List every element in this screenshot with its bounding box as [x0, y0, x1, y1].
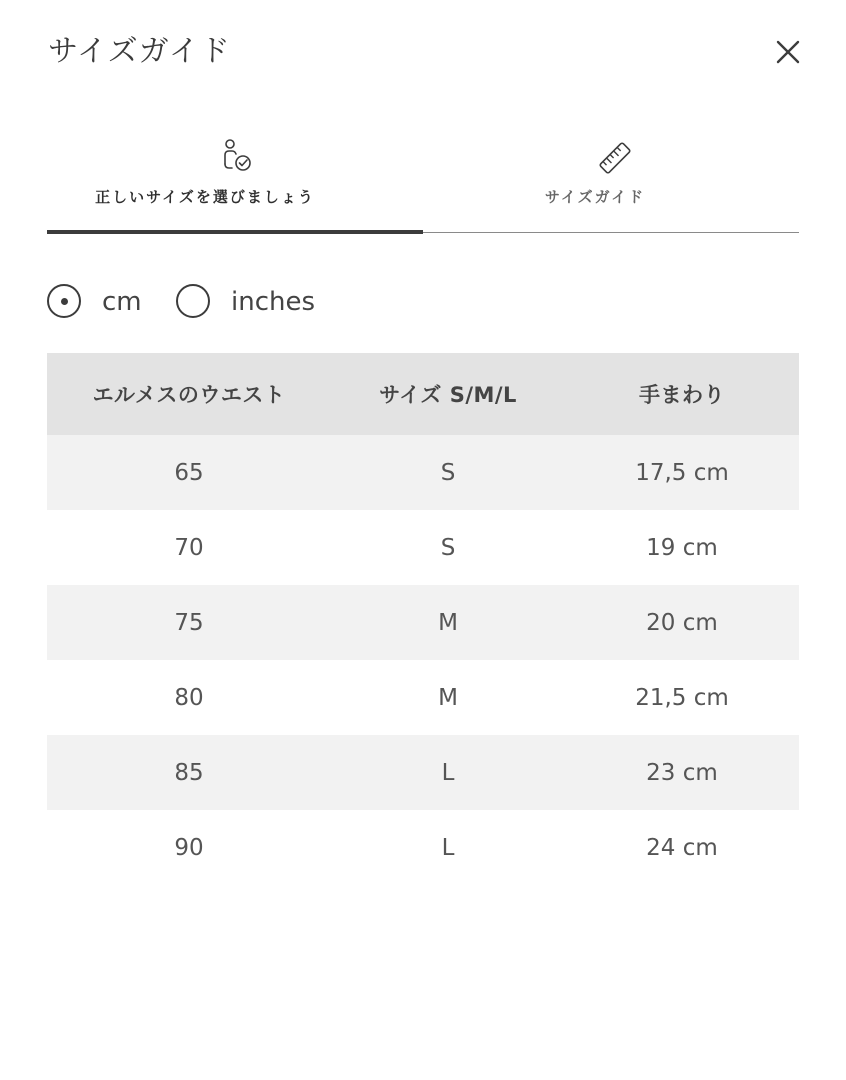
- column-header-wrist: 手まわり: [565, 353, 799, 435]
- page-title: サイズガイド: [48, 34, 231, 69]
- tab-bar: [47, 128, 799, 236]
- table-row: [47, 810, 799, 885]
- cell-waist: 75: [47, 585, 331, 660]
- close-button[interactable]: [770, 34, 806, 70]
- ruler-icon: [595, 138, 635, 178]
- size-table: [47, 353, 799, 885]
- cell-wrist: 24 cm: [565, 810, 799, 885]
- cell-wrist: 17,5 cm: [565, 435, 799, 510]
- table-row: [47, 510, 799, 585]
- cell-size: M: [331, 585, 565, 660]
- cell-waist: 90: [47, 810, 331, 885]
- cell-wrist: 23 cm: [565, 735, 799, 810]
- table-row: [47, 660, 799, 735]
- active-tab-indicator: [47, 230, 423, 234]
- cell-size: S: [331, 435, 565, 510]
- tab-size-guide[interactable]: [423, 128, 799, 232]
- cell-size: L: [331, 810, 565, 885]
- radio-selected-icon: [47, 284, 81, 318]
- table-row: [47, 435, 799, 510]
- tab-find-size[interactable]: [47, 128, 423, 232]
- cell-waist: 70: [47, 510, 331, 585]
- table-row: [47, 735, 799, 810]
- cell-waist: 65: [47, 435, 331, 510]
- column-header-size: サイズ S/M/L: [331, 353, 565, 435]
- cell-wrist: 19 cm: [565, 510, 799, 585]
- cell-size: L: [331, 735, 565, 810]
- cell-size: S: [331, 510, 565, 585]
- table-row: [47, 585, 799, 660]
- unit-label-inches: inches: [231, 287, 316, 317]
- table-header-row: [47, 353, 799, 435]
- unit-radio-cm[interactable]: [47, 283, 157, 323]
- cell-wrist: 21,5 cm: [565, 660, 799, 735]
- unit-label-cm: cm: [102, 287, 142, 317]
- cell-size: M: [331, 660, 565, 735]
- cell-wrist: 20 cm: [565, 585, 799, 660]
- cell-waist: 80: [47, 660, 331, 735]
- unit-radio-inches[interactable]: [176, 283, 336, 323]
- close-icon: [770, 34, 806, 70]
- tab-label-size-guide: サイズガイド: [544, 188, 646, 206]
- person-check-icon: [217, 138, 257, 178]
- radio-unselected-icon: [176, 284, 210, 318]
- column-header-waist: エルメスのウエスト: [47, 353, 331, 435]
- tab-label-find-size: 正しいサイズを選びましょう: [95, 188, 315, 206]
- cell-waist: 85: [47, 735, 331, 810]
